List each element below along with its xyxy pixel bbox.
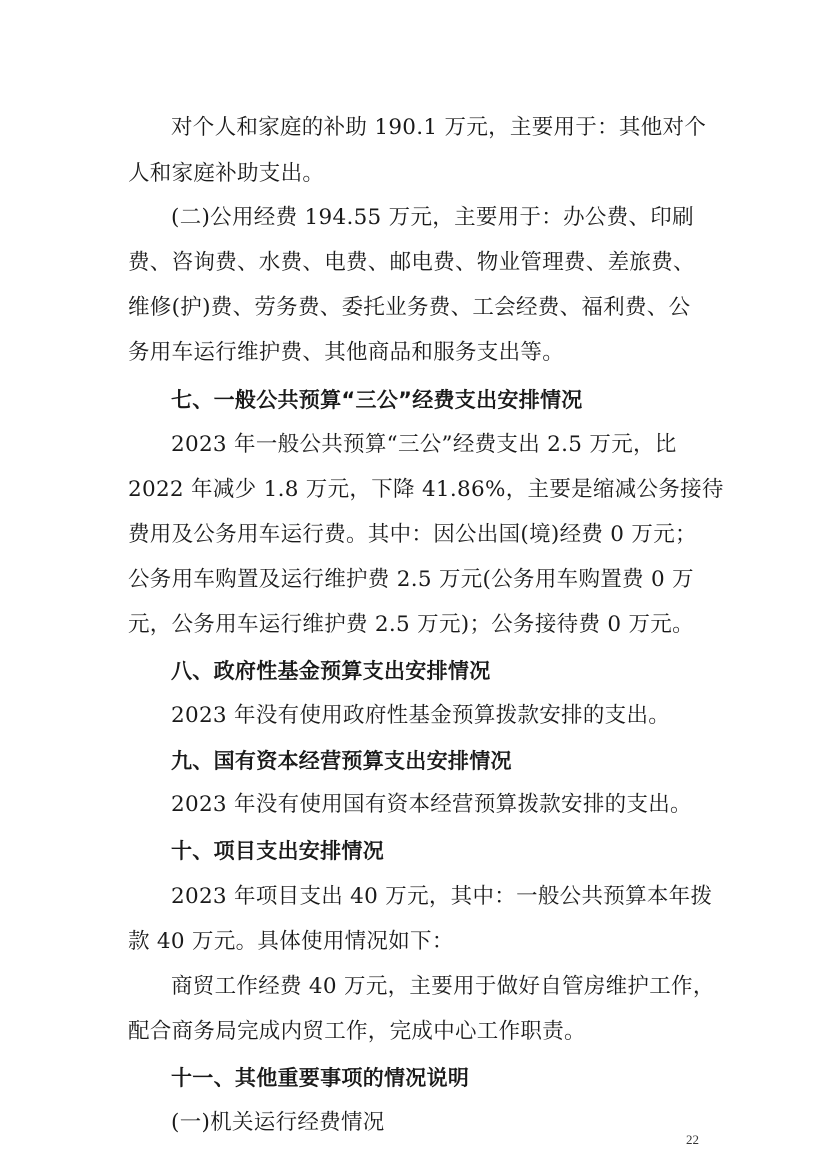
section-heading: 十一、其他重要事项的情况说明: [171, 1066, 470, 1090]
body-paragraph-line: 款 40 万元。具体使用情况如下：: [128, 929, 454, 954]
body-paragraph-line: 2023 年项目支出 40 万元，其中：一般公共预算本年拨: [171, 884, 713, 909]
body-paragraph-line: (一)机关运行经费情况: [171, 1110, 385, 1135]
section-heading: 八、政府性基金预算支出安排情况: [171, 659, 491, 683]
body-paragraph-line: 商贸工作经费 40 万元，主要用于做好自管房维护工作，: [171, 974, 715, 999]
body-paragraph-line: 元，公务用车运行维护费 2.5 万元)；公务接待费 0 万元。: [128, 612, 694, 637]
body-paragraph-line: 2023 年没有使用政府性基金预算拨款安排的支出。: [171, 703, 671, 728]
body-paragraph-line: 费、咨询费、水费、电费、邮电费、物业管理费、差旅费、: [128, 250, 695, 275]
body-paragraph-line: 对个人和家庭的补助 190.1 万元，主要用于：其他对个: [171, 115, 707, 140]
body-paragraph-line: 2023 年一般公共预算“三公”经费支出 2.5 万元，比: [171, 432, 677, 457]
section-heading: 十、项目支出安排情况: [171, 839, 384, 863]
page-number: 22: [686, 1132, 699, 1147]
body-paragraph-line: 务用车运行维护费、其他商品和服务支出等。: [128, 340, 565, 365]
body-paragraph-line: (二)公用经费 194.55 万元，主要用于：办公费、印刷: [171, 205, 694, 230]
body-paragraph-line: 配合商务局完成内贸工作，完成中心工作职责。: [128, 1019, 586, 1044]
body-paragraph-line: 维修(护)费、劳务费、委托业务费、工会经费、福利费、公: [128, 295, 691, 320]
body-paragraph-line: 人和家庭补助支出。: [128, 161, 325, 186]
section-heading: 七、一般公共预算“三公”经费支出安排情况: [171, 388, 583, 412]
body-paragraph-line: 2023 年没有使用国有资本经营预算拨款安排的支出。: [171, 792, 692, 817]
body-paragraph-line: 费用及公务用车运行费。其中：因公出国(境)经费 0 万元；: [128, 522, 697, 547]
body-paragraph-line: 公务用车购置及运行维护费 2.5 万元(公务用车购置费 0 万: [128, 567, 694, 592]
body-paragraph-line: 2022 年减少 1.8 万元，下降 41.86%，主要是缩减公务接待: [128, 477, 724, 502]
section-heading: 九、国有资本经营预算支出安排情况: [171, 749, 512, 773]
